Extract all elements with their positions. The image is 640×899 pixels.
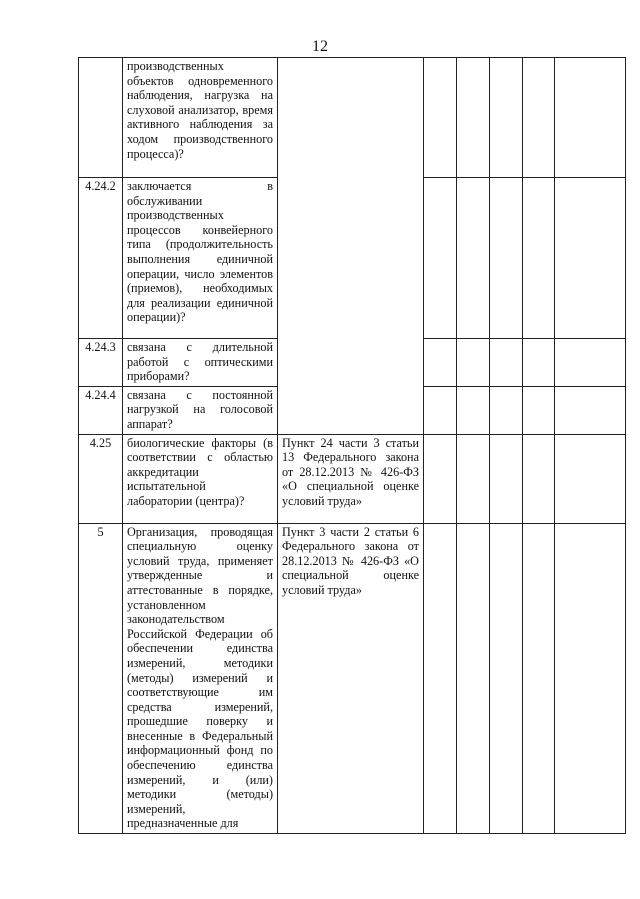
question-text: заключается в обслуживании производственных процессов конвейерного типа (продолжительность выполнения единичной операции, число элементов (приемов), необходимых для реализации единичной операции)? [123, 178, 278, 339]
answer-na-cell [490, 178, 523, 339]
answer-yes-cell [424, 386, 457, 434]
question-text: биологические факторы (в соответствии с областью аккредитации испытательной лаборатории (центра)? [123, 434, 278, 523]
answer-no-cell [457, 523, 490, 833]
answer-extra-cell [523, 434, 555, 523]
notes-cell [555, 58, 626, 178]
answer-no-cell [457, 386, 490, 434]
table-row [79, 523, 626, 833]
item-number: 5 [79, 523, 123, 833]
notes-cell [555, 386, 626, 434]
answer-extra-cell [523, 58, 555, 178]
answer-yes-cell [424, 178, 457, 339]
answer-extra-cell [523, 386, 555, 434]
reference-cell [278, 58, 424, 435]
answer-extra-cell [523, 523, 555, 833]
reference-text: Пункт 3 части 2 статьи 6 Федерального закона от 28.12.2013 № 426-ФЗ «О специальной оценке условий труда» [278, 523, 424, 833]
notes-cell [555, 339, 626, 387]
answer-yes-cell [424, 58, 457, 178]
notes-cell [555, 178, 626, 339]
item-number [79, 58, 123, 178]
item-number: 4.25 [79, 434, 123, 523]
question-text: связана с постоянной нагрузкой на голосовой аппарат? [123, 386, 278, 434]
notes-cell [555, 523, 626, 833]
answer-na-cell [490, 434, 523, 523]
item-number: 4.24.3 [79, 339, 123, 387]
answer-na-cell [490, 58, 523, 178]
answer-extra-cell [523, 339, 555, 387]
notes-cell [555, 434, 626, 523]
answer-na-cell [490, 386, 523, 434]
table-row [79, 434, 626, 523]
answer-yes-cell [424, 434, 457, 523]
checklist-table [78, 57, 626, 834]
question-text: связана с длительной работой с оптическими приборами? [123, 339, 278, 387]
answer-no-cell [457, 178, 490, 339]
page-number: 12 [312, 38, 328, 55]
item-number: 4.24.2 [79, 178, 123, 339]
answer-no-cell [457, 434, 490, 523]
reference-text: Пункт 24 части 3 статьи 13 Федерального закона от 28.12.2013 № 426-ФЗ «О специальной оценке условий труда» [278, 434, 424, 523]
question-text: Организация, проводящая специальную оценку условий труда, применяет утвержденные и аттестованные в порядке, установленном законодательством Российской Федерации об обеспечении единства измерений, методики (методы) измерений и соответствующие им средства измерений, прошедшие поверку и внесенные в Федеральный информационный фонд по обеспечению единства измерений, и (или) методики (методы) измерений, предназначенные для [123, 523, 278, 833]
table-row [79, 58, 626, 178]
question-text: производственных объектов одновременного наблюдения, нагрузка на слуховой анализатор, время активного наблюдения за ходом производственного процесса)? [123, 58, 278, 178]
item-number: 4.24.4 [79, 386, 123, 434]
answer-extra-cell [523, 178, 555, 339]
answer-no-cell [457, 339, 490, 387]
answer-no-cell [457, 58, 490, 178]
answer-na-cell [490, 339, 523, 387]
answer-yes-cell [424, 523, 457, 833]
answer-yes-cell [424, 339, 457, 387]
answer-na-cell [490, 523, 523, 833]
